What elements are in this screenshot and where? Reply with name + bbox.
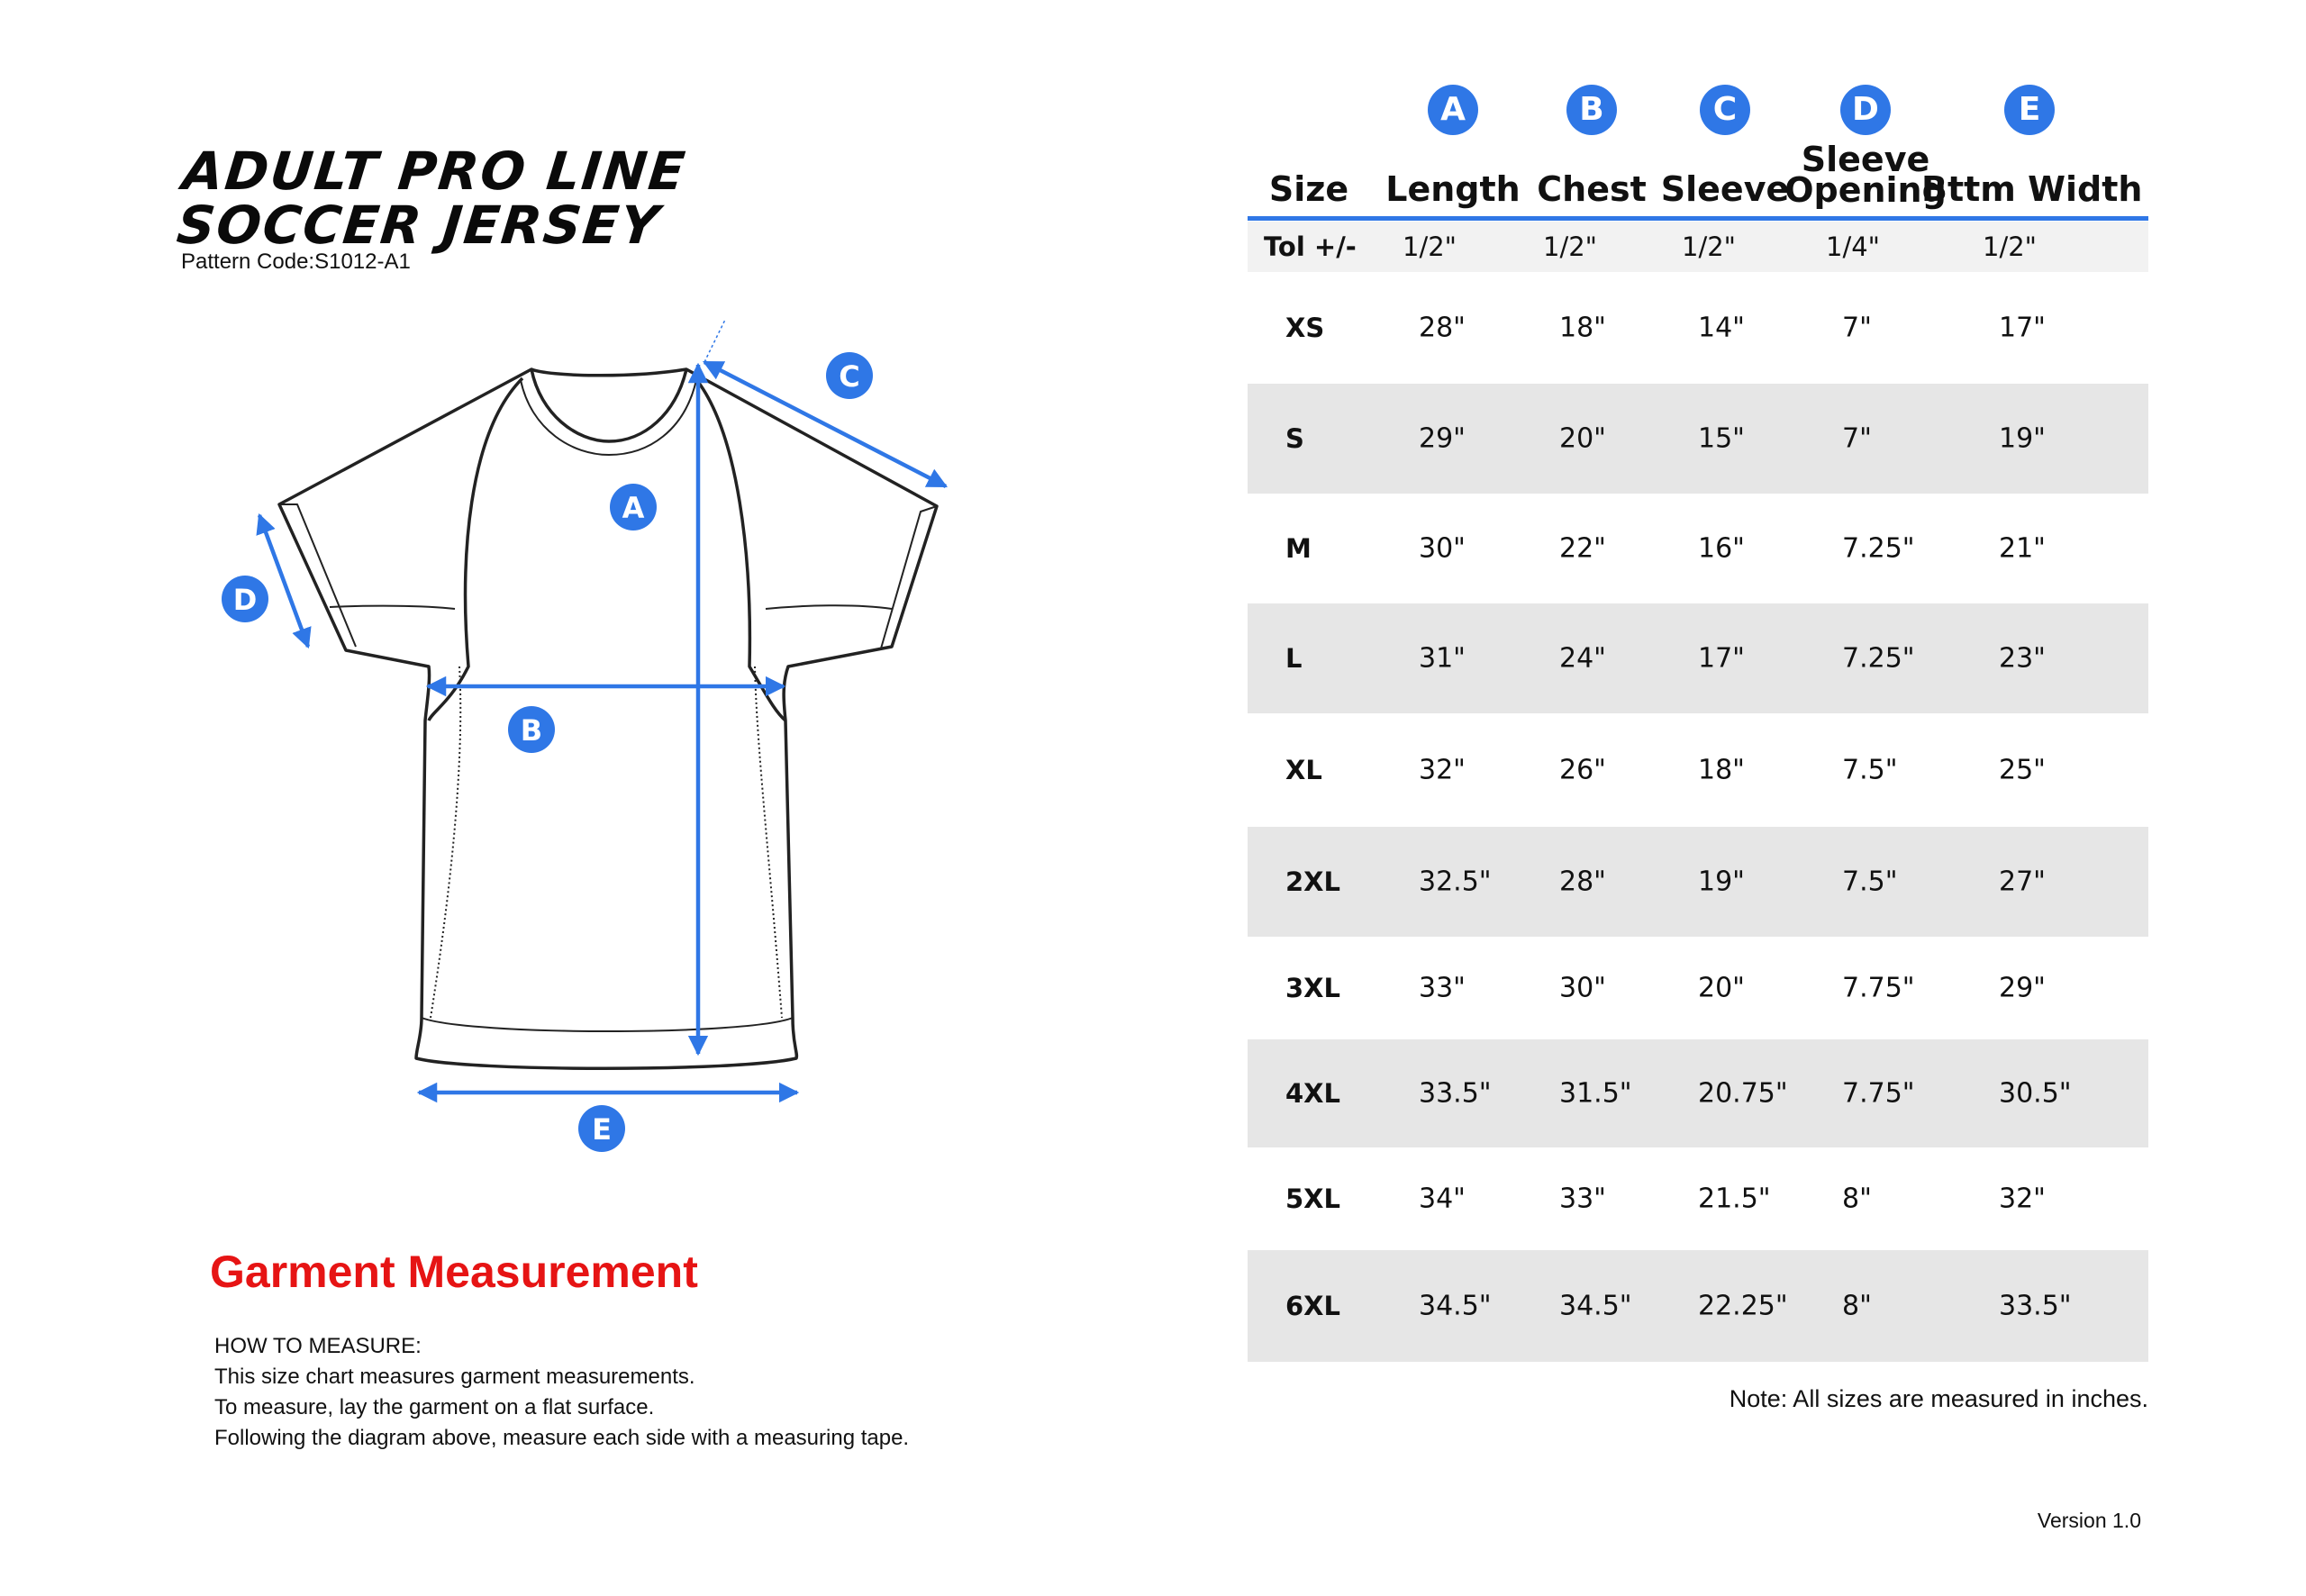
cell-sleeve: 16"	[1698, 532, 1745, 565]
cell-size: S	[1285, 423, 1304, 454]
title-line-1: ADULT PRO LINE	[179, 141, 690, 202]
page-title	[174, 141, 690, 256]
diagram-badge-b	[508, 706, 555, 753]
table-row	[1248, 384, 2148, 494]
cell-length: 29"	[1419, 422, 1466, 455]
diagram-badge-d	[222, 576, 268, 622]
cell-size: L	[1285, 643, 1303, 674]
cell-chest: 34.5"	[1559, 1290, 1632, 1322]
version-label: Version 1.0	[2037, 1509, 2141, 1532]
cell-bottom-width: 33.5"	[1999, 1290, 2072, 1322]
tolerance-sleeve-opening: 1/4"	[1826, 231, 1881, 262]
cell-length: 34"	[1419, 1183, 1466, 1215]
table-row	[1248, 827, 2148, 937]
units-note: Note: All sizes are measured in inches.	[1729, 1385, 2148, 1412]
cell-sleeve-opening: 7"	[1842, 422, 1872, 455]
how-to-measure-line: This size chart measures garment measurements.	[214, 1365, 695, 1389]
cell-chest: 18"	[1559, 312, 1606, 344]
tolerance-length: 1/2"	[1403, 231, 1457, 262]
header-chest: Chest	[1537, 169, 1647, 209]
header-badge-length: A	[1428, 85, 1478, 135]
tolerance-chest: 1/2"	[1543, 231, 1598, 262]
cell-sleeve-opening: 7.25"	[1842, 532, 1915, 565]
cell-length: 32"	[1419, 754, 1466, 786]
tolerance-size: Tol +/-	[1264, 231, 1357, 262]
table-row	[1248, 1039, 2148, 1147]
cell-chest: 30"	[1559, 972, 1606, 1004]
cell-length: 28"	[1419, 312, 1466, 344]
header-sleeve: Sleeve	[1660, 169, 1790, 209]
cell-sleeve: 15"	[1698, 422, 1745, 455]
sleeve-opening-arrow	[259, 515, 308, 647]
table-row	[1248, 937, 2148, 1039]
table-body	[1248, 272, 2148, 1362]
title-line-2: SOCCER JERSEY	[174, 195, 664, 256]
jersey-diagram	[207, 306, 982, 1189]
cell-length: 32.5"	[1419, 866, 1492, 898]
header-length: Length	[1385, 169, 1521, 209]
cell-sleeve-opening: 7.75"	[1842, 972, 1915, 1004]
cell-size: 6XL	[1285, 1291, 1341, 1321]
cell-size: M	[1285, 533, 1312, 564]
cell-chest: 31.5"	[1559, 1077, 1632, 1110]
cell-size: 2XL	[1285, 866, 1341, 897]
cell-sleeve-opening: 7.25"	[1842, 642, 1915, 675]
cell-chest: 28"	[1559, 866, 1606, 898]
how-to-measure-heading: HOW TO MEASURE:	[214, 1334, 422, 1358]
cell-chest: 22"	[1559, 532, 1606, 565]
header-bottom-width: Bttm Width	[1921, 169, 2143, 209]
svg-text:E: E	[592, 1112, 612, 1147]
cell-length: 33"	[1419, 972, 1466, 1004]
cell-sleeve-opening: 7.5"	[1842, 754, 1898, 786]
cell-sleeve: 18"	[1698, 754, 1745, 786]
header-sleeve-opening: Sleeve Opening	[1784, 140, 1947, 210]
cell-bottom-width: 21"	[1999, 532, 2046, 565]
table-row	[1248, 1250, 2148, 1362]
header-badge-sleeve-opening: D	[1840, 85, 1891, 135]
cell-bottom-width: 27"	[1999, 866, 2046, 898]
cell-sleeve: 21.5"	[1698, 1183, 1771, 1215]
cell-sleeve-opening: 7.75"	[1842, 1077, 1915, 1110]
cell-bottom-width: 30.5"	[1999, 1077, 2072, 1110]
cell-chest: 20"	[1559, 422, 1606, 455]
how-to-measure-line: To measure, lay the garment on a flat surface.	[214, 1395, 655, 1419]
pattern-code: Pattern Code:S1012-A1	[181, 249, 411, 274]
table-row	[1248, 494, 2148, 603]
cell-chest: 33"	[1559, 1183, 1606, 1215]
how-to-measure-line: Following the diagram above, measure each side with a measuring tape.	[214, 1426, 910, 1450]
header-badge-bottom-width: E	[2004, 85, 2055, 135]
cell-bottom-width: 32"	[1999, 1183, 2046, 1215]
svg-text:C: C	[839, 359, 860, 394]
diagram-badge-c	[826, 352, 873, 399]
table-row	[1248, 603, 2148, 713]
cell-length: 31"	[1419, 642, 1466, 675]
cell-size: 3XL	[1285, 973, 1341, 1003]
cell-size: 4XL	[1285, 1078, 1341, 1109]
cell-length: 30"	[1419, 532, 1466, 565]
svg-text:B: B	[520, 713, 543, 748]
tolerance-bottom-width: 1/2"	[1983, 231, 2038, 262]
cell-chest: 24"	[1559, 642, 1606, 675]
cell-sleeve-opening: 8"	[1842, 1290, 1872, 1322]
cell-sleeve: 17"	[1698, 642, 1745, 675]
diagram-badge-e	[578, 1105, 625, 1152]
cell-chest: 26"	[1559, 754, 1606, 786]
cell-sleeve: 19"	[1698, 866, 1745, 898]
jersey-outline	[279, 369, 937, 1068]
cell-sleeve: 20.75"	[1698, 1077, 1788, 1110]
svg-text:D: D	[232, 583, 258, 617]
header-size: Size	[1268, 169, 1349, 209]
header-badge-chest: B	[1566, 85, 1617, 135]
cell-sleeve-opening: 7.5"	[1842, 866, 1898, 898]
table-row	[1248, 1147, 2148, 1250]
table-row	[1248, 713, 2148, 827]
cell-size: 5XL	[1285, 1183, 1341, 1214]
cell-bottom-width: 23"	[1999, 642, 2046, 675]
diagram-badge-a	[610, 484, 657, 530]
cell-bottom-width: 19"	[1999, 422, 2046, 455]
svg-text:A: A	[622, 491, 645, 525]
header-badge-sleeve: C	[1700, 85, 1750, 135]
cell-length: 34.5"	[1419, 1290, 1492, 1322]
header-divider	[1248, 216, 2148, 221]
tolerance-sleeve: 1/2"	[1682, 231, 1737, 262]
cell-bottom-width: 25"	[1999, 754, 2046, 786]
tolerance-row	[1248, 222, 2148, 272]
cell-sleeve-opening: 8"	[1842, 1183, 1872, 1215]
sleeve-arrow	[704, 362, 946, 486]
cell-sleeve-opening: 7"	[1842, 312, 1872, 344]
cell-size: XL	[1285, 755, 1322, 785]
table-header	[1248, 54, 2148, 222]
cell-size: XS	[1285, 313, 1325, 343]
how-to-measure	[214, 1331, 909, 1454]
cell-bottom-width: 17"	[1999, 312, 2046, 344]
cell-sleeve: 22.25"	[1698, 1290, 1788, 1322]
cell-sleeve: 20"	[1698, 972, 1745, 1004]
cell-length: 33.5"	[1419, 1077, 1492, 1110]
cell-sleeve: 14"	[1698, 312, 1745, 344]
garment-measurement-title: Garment Measurement	[210, 1247, 698, 1297]
size-chart-table	[1248, 54, 2148, 1362]
table-row	[1248, 272, 2148, 384]
cell-bottom-width: 29"	[1999, 972, 2046, 1004]
